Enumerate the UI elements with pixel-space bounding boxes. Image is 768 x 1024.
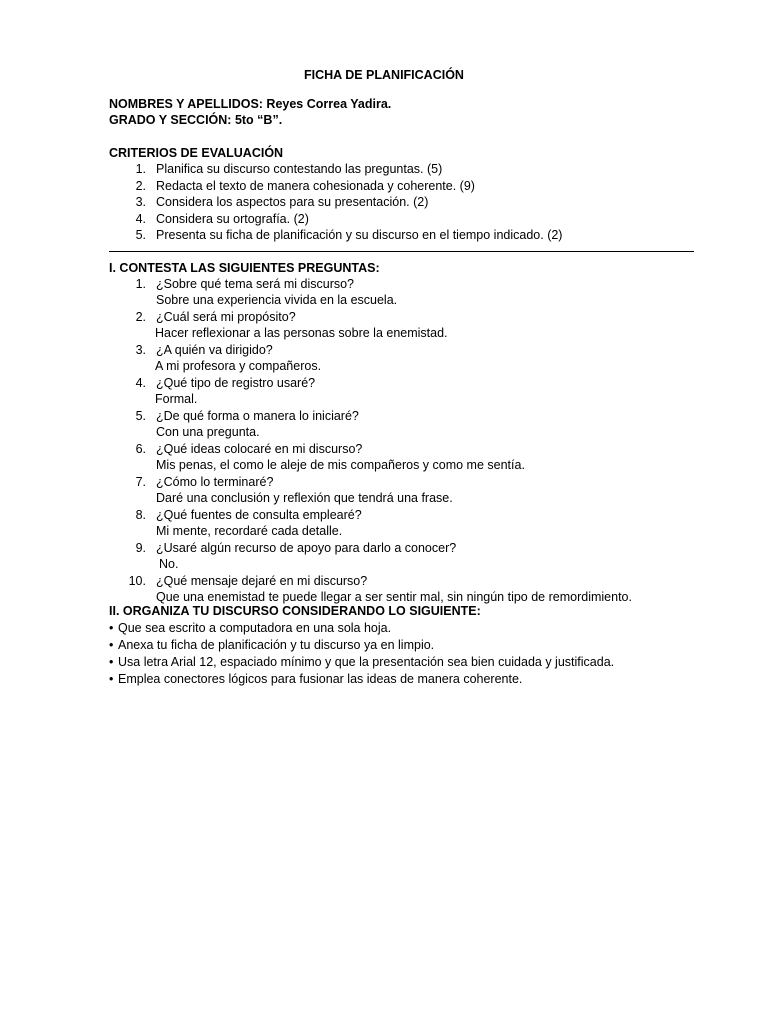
- answer-text: No.: [159, 557, 179, 571]
- question-text: ¿Qué fuentes de consulta emplearé?: [156, 508, 362, 522]
- bullet-item: [109, 654, 614, 670]
- bullet-item: [109, 671, 522, 687]
- bullet-text: Usa letra Arial 12, espaciado mínimo y que la presentación sea bien cuidada y justificada.: [118, 655, 615, 669]
- document-title: FICHA DE PLANIFICACIÓN: [304, 68, 464, 82]
- question-number: 1.: [135, 277, 146, 291]
- question-number: 5.: [135, 409, 146, 423]
- bullet-item: [109, 620, 391, 636]
- question-text: ¿Cuál será mi propósito?: [156, 310, 296, 324]
- question-text: ¿Qué mensaje dejaré en mi discurso?: [156, 574, 368, 588]
- answer-text: Sobre una experiencia vivida en la escuela.: [156, 293, 398, 307]
- question-number: 4.: [135, 376, 146, 390]
- section-1-heading: I. CONTESTA LAS SIGUIENTES PREGUNTAS:: [109, 261, 380, 275]
- bullet-text: Que sea escrito a computadora en una sola hoja.: [118, 621, 392, 635]
- criteria-number: 5.: [135, 228, 146, 242]
- answer-text: Que una enemistad te puede llegar a ser sentir mal, sin ningún tipo de remordimiento.: [156, 590, 632, 604]
- question-text: ¿Sobre qué tema será mi discurso?: [156, 277, 355, 291]
- question-text: ¿Qué ideas colocaré en mi discurso?: [156, 442, 363, 456]
- question-number: 10.: [128, 574, 146, 588]
- answer-text: Mi mente, recordaré cada detalle.: [156, 524, 343, 538]
- section-2-heading: II. ORGANIZA TU DISCURSO CONSIDERANDO LO SIGUIENTE:: [109, 604, 481, 618]
- answer-text: Hacer reflexionar a las personas sobre la enemistad.: [155, 326, 448, 340]
- criteria-text: Considera los aspectos para su presentación. (2): [156, 195, 429, 209]
- criteria-text: Planifica su discurso contestando las preguntas. (5): [156, 162, 443, 176]
- question-number: 7.: [135, 475, 146, 489]
- question-text: ¿Qué tipo de registro usaré?: [156, 376, 316, 390]
- bullet-text: Emplea conectores lógicos para fusionar las ideas de manera coherente.: [118, 672, 523, 686]
- question-text: ¿A quién va dirigido?: [156, 343, 273, 357]
- criteria-text: Redacta el texto de manera cohesionada y coherente. (9): [156, 178, 475, 193]
- question-text: ¿Usaré algún recurso de apoyo para darlo a conocer?: [156, 541, 457, 555]
- bullet-symbol: •: [109, 638, 114, 652]
- answer-text: Mis penas, el como le aleje de mis compañeros y como me sentía.: [156, 458, 525, 472]
- answer-text: Con una pregunta.: [156, 425, 260, 439]
- question-text: ¿Cómo lo terminaré?: [156, 475, 274, 489]
- question-text: ¿De qué forma o manera lo iniciaré?: [156, 409, 359, 423]
- criteria-text: Considera su ortografía. (2): [156, 211, 309, 226]
- question-number: 3.: [135, 343, 146, 357]
- bullet-item: [109, 637, 434, 653]
- criteria-heading: CRITERIOS DE EVALUACIÓN: [109, 146, 284, 160]
- criteria-number: 1.: [135, 162, 146, 176]
- answer-text: Daré una conclusión y reflexión que tendrá una frase.: [156, 491, 453, 505]
- criteria-number: 4.: [135, 211, 146, 226]
- bullet-symbol: •: [109, 655, 114, 669]
- student-name: NOMBRES Y APELLIDOS: Reyes Correa Yadira.: [109, 97, 392, 111]
- question-number: 6.: [135, 442, 146, 456]
- grade-section: GRADO Y SECCIÓN: 5to “B”.: [109, 113, 283, 127]
- divider-line: [109, 251, 694, 252]
- answer-text: A mi profesora y compañeros.: [155, 359, 322, 373]
- bullet-symbol: •: [109, 621, 114, 635]
- criteria-text: Presenta su ficha de planificación y su discurso en el tiempo indicado. (2): [156, 228, 563, 242]
- bullet-symbol: •: [109, 672, 114, 686]
- answer-text: Formal.: [155, 392, 198, 406]
- question-number: 8.: [135, 508, 146, 522]
- question-number: 9.: [135, 541, 146, 555]
- criteria-number: 2.: [135, 178, 146, 193]
- question-number: 2.: [135, 310, 146, 324]
- bullet-text: Anexa tu ficha de planificación y tu discurso ya en limpio.: [118, 638, 435, 652]
- criteria-number: 3.: [135, 195, 146, 209]
